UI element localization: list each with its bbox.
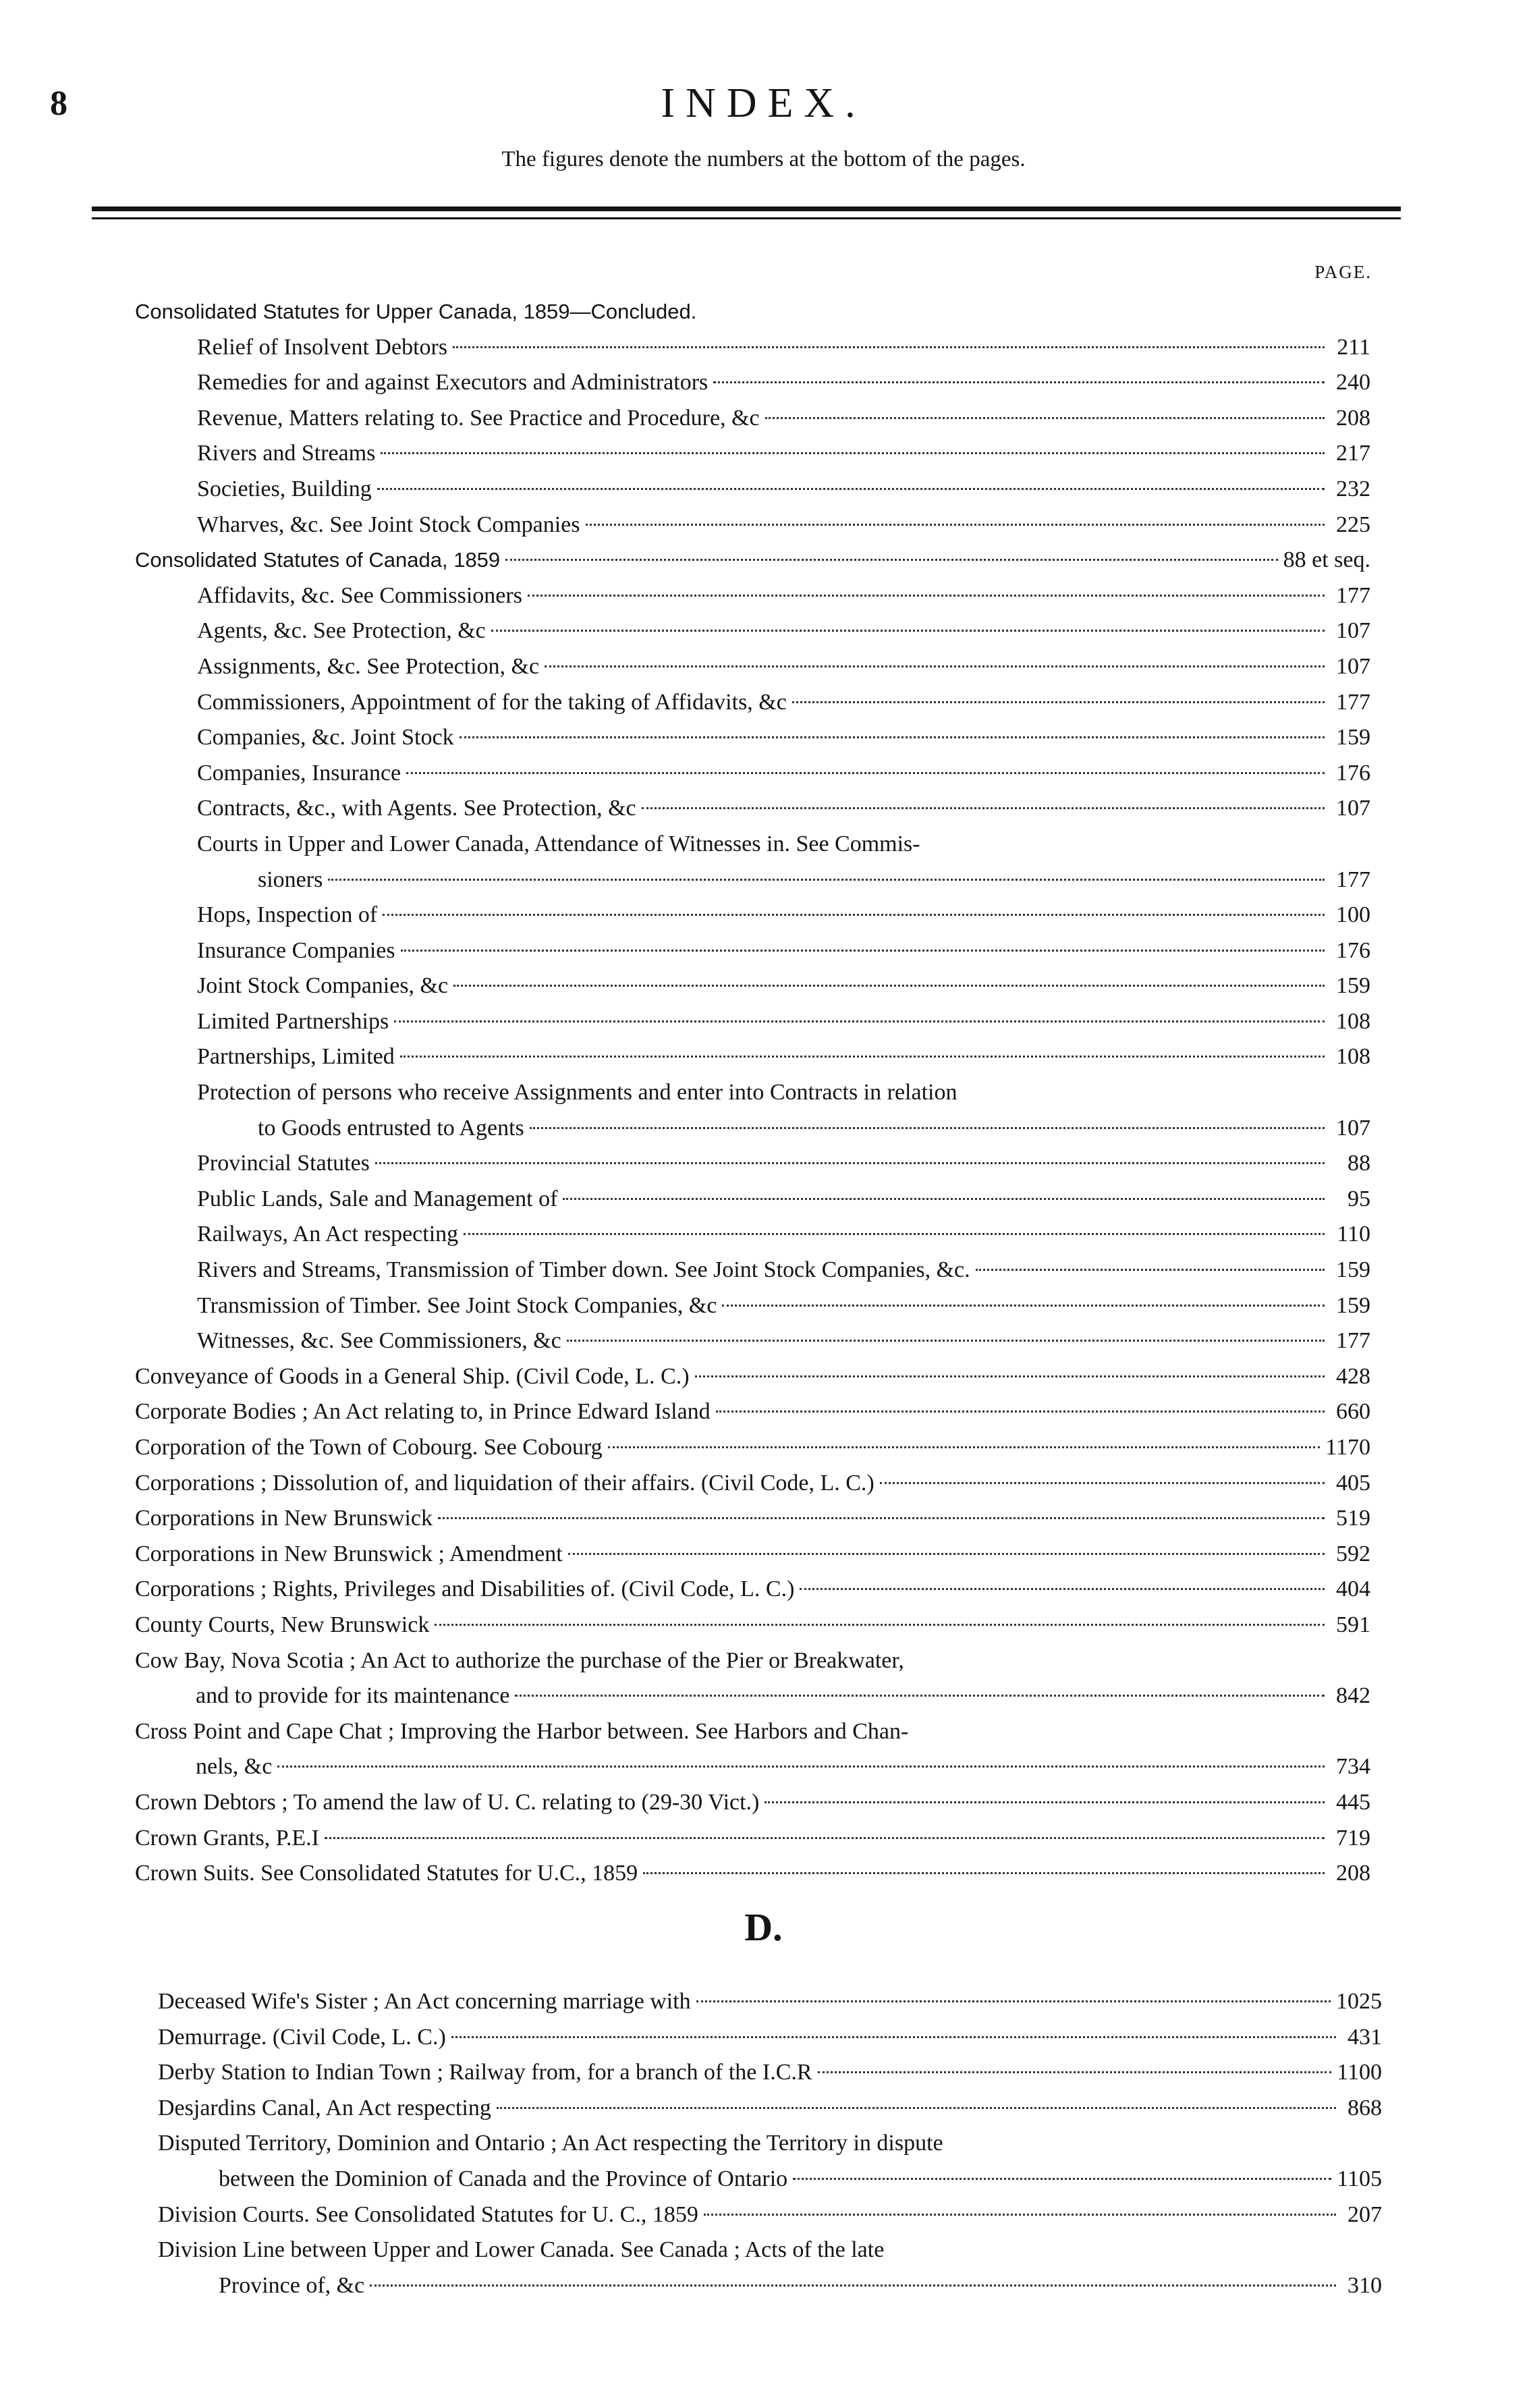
- entry-page: 217: [1336, 441, 1370, 466]
- page-column-header: PAGE.: [1314, 262, 1372, 282]
- index-entry: [135, 1821, 1370, 1857]
- index-entries-d: [0, 1984, 1527, 2303]
- entry-text: Commissioners, Appointment of for the taking of Affidavits, &c: [197, 689, 787, 715]
- entry-text: Rivers and Streams, Transmission of Timber down. See Joint Stock Companies, &c.: [197, 1257, 970, 1283]
- index-entry: [135, 1537, 1370, 1572]
- entry-text: Protection of persons who receive Assignments and enter into Contracts in relation: [197, 1080, 957, 1105]
- dot-leader: [377, 488, 1325, 490]
- dot-leader: [530, 1127, 1325, 1129]
- index-entry: [158, 2233, 1382, 2303]
- header-rule-thick: [92, 207, 1401, 211]
- index-entry: [197, 827, 1370, 898]
- entry-page: 207: [1348, 2201, 1382, 2227]
- dot-leader: [400, 1056, 1325, 1058]
- index-entry: [197, 472, 1370, 508]
- entry-text: Wharves, &c. See Joint Stock Companies: [197, 512, 580, 537]
- index-entry: [135, 294, 1370, 330]
- dot-leader: [976, 1269, 1325, 1271]
- entry-page: 110: [1337, 1222, 1370, 1247]
- index-entry: [135, 1501, 1370, 1537]
- index-entry: [197, 720, 1370, 756]
- index-entry: [197, 1288, 1370, 1324]
- index-entry: [135, 1643, 1370, 1714]
- entry-text: Crown Debtors ; To amend the law of U. C. relating to (29-30 Vict.): [135, 1789, 760, 1815]
- entry-text: Companies, &c. Joint Stock: [197, 725, 454, 750]
- dot-leader: [696, 2000, 1331, 2002]
- index-entry: [197, 1004, 1370, 1040]
- entry-text: Derby Station to Indian Town ; Railway from, for a branch of the I.C.R: [158, 2060, 812, 2085]
- entry-text: Crown Grants, P.E.I: [135, 1825, 319, 1851]
- entry-text: Partnerships, Limited: [197, 1044, 395, 1070]
- section-letter: D.: [744, 1905, 783, 1949]
- index-entry: [197, 1146, 1370, 1182]
- dot-leader: [460, 736, 1325, 738]
- entry-text: Disputed Territory, Dominion and Ontario ; An Act respecting the Territory in dispute: [158, 2131, 943, 2156]
- dot-leader: [586, 524, 1325, 526]
- dot-leader: [370, 2284, 1336, 2287]
- dot-leader: [713, 381, 1325, 383]
- entry-text: Corporations in New Brunswick ; Amendment: [135, 1541, 563, 1566]
- dot-leader: [438, 1517, 1325, 1519]
- dot-leader: [704, 2214, 1336, 2216]
- entry-text: Cross Point and Cape Chat ; Improving the Harbor between. See Harbors and Chan-: [135, 1718, 909, 1744]
- entry-page: 88 et seq.: [1283, 547, 1370, 573]
- entry-page: 108: [1336, 1008, 1370, 1034]
- entry-text: Remedies for and against Executors and Administrators: [197, 370, 709, 395]
- index-entry: [197, 613, 1370, 649]
- entry-text: Companies, Insurance: [197, 760, 401, 786]
- dot-leader: [567, 1340, 1325, 1342]
- entry-text: Consolidated Statutes of Canada, 1859: [135, 548, 501, 572]
- entry-page: 159: [1336, 973, 1370, 999]
- entry-page: 159: [1336, 1257, 1370, 1283]
- entry-page: 431: [1348, 2024, 1382, 2050]
- entry-page: 177: [1336, 867, 1370, 892]
- entry-text: Division Line between Upper and Lower Canada. See Canada ; Acts of the late: [158, 2237, 885, 2263]
- index-entry: [135, 1466, 1370, 1502]
- entry-text: Relief of Insolvent Debtors: [197, 334, 448, 360]
- entry-text: Corporation of the Town of Cobourg. See Cobourg: [135, 1435, 603, 1460]
- dot-leader: [453, 985, 1325, 987]
- entry-text: Desjardins Canal, An Act respecting: [158, 2095, 491, 2120]
- entry-text-continued: to Goods entrusted to Agents: [258, 1115, 524, 1141]
- entry-page: 404: [1336, 1577, 1370, 1602]
- index-entries-c: [0, 294, 1527, 1892]
- entry-page: 107: [1336, 653, 1370, 679]
- page-title: INDEX.: [661, 80, 866, 126]
- dot-leader: [642, 807, 1325, 809]
- index-entry: [135, 1394, 1370, 1430]
- entry-page: 660: [1336, 1399, 1370, 1425]
- index-entry: [158, 2126, 1382, 2197]
- entry-page: 177: [1336, 689, 1370, 715]
- entry-page: 1100: [1337, 2060, 1382, 2085]
- dot-leader: [381, 452, 1325, 454]
- index-entry: [158, 1984, 1382, 2020]
- dot-leader: [528, 595, 1325, 597]
- entry-text: Limited Partnerships: [197, 1008, 389, 1034]
- entry-text: Provincial Statutes: [197, 1151, 370, 1176]
- header-rule-thin: [92, 217, 1401, 219]
- entry-page: 95: [1348, 1186, 1370, 1211]
- index-entry: [197, 401, 1370, 437]
- index-entry: [135, 1714, 1370, 1785]
- index-entry: [197, 1253, 1370, 1288]
- entry-page: 225: [1336, 512, 1370, 537]
- index-entry: [197, 791, 1370, 827]
- entry-page: 208: [1336, 1861, 1370, 1886]
- index-entry: [135, 1608, 1370, 1643]
- entry-text: Consolidated Statutes for Upper Canada, 1859—Concluded.: [135, 300, 697, 323]
- entry-page: 240: [1336, 370, 1370, 395]
- entry-text: Public Lands, Sale and Management of: [197, 1186, 558, 1211]
- dot-leader: [464, 1233, 1325, 1235]
- index-entry: [135, 1430, 1370, 1466]
- entry-page: 842: [1336, 1683, 1370, 1709]
- dot-leader: [880, 1482, 1325, 1484]
- entry-text: Division Courts. See Consolidated Statutes for U. C., 1859: [158, 2201, 698, 2227]
- entry-page: 868: [1348, 2095, 1382, 2120]
- entry-page: 719: [1336, 1825, 1370, 1851]
- index-entry: [135, 1572, 1370, 1608]
- index-entry: [197, 436, 1370, 472]
- entry-page: 107: [1336, 796, 1370, 821]
- dot-leader: [716, 1411, 1325, 1413]
- dot-leader: [695, 1375, 1325, 1377]
- entry-text: Affidavits, &c. See Commissioners: [197, 582, 522, 608]
- index-entry: [197, 1217, 1370, 1253]
- dot-leader: [394, 1020, 1325, 1022]
- dot-leader: [435, 1624, 1325, 1626]
- entry-text-continued: sioners: [258, 867, 323, 892]
- entry-page: 734: [1336, 1754, 1370, 1780]
- entry-text: Railways, An Act respecting: [197, 1222, 459, 1247]
- index-entry: [197, 1039, 1370, 1075]
- entry-text: Cow Bay, Nova Scotia ; An Act to authorize the purchase of the Pier or Breakwater,: [135, 1647, 904, 1673]
- entry-page: 1025: [1336, 1989, 1382, 2014]
- entry-page: 405: [1336, 1470, 1370, 1496]
- entry-page: 176: [1336, 937, 1370, 963]
- entry-text: Deceased Wife's Sister ; An Act concerning marriage with: [158, 1989, 691, 2014]
- dot-leader: [818, 2071, 1332, 2073]
- entry-text: Agents, &c. See Protection, &c: [197, 618, 486, 644]
- dot-leader: [451, 2036, 1336, 2038]
- entry-text: Revenue, Matters relating to. See Practice and Procedure, &c: [197, 405, 760, 431]
- entry-page: 159: [1336, 1292, 1370, 1318]
- entry-text: Corporate Bodies ; An Act relating to, in Prince Edward Island: [135, 1399, 711, 1425]
- entry-page: 107: [1336, 618, 1370, 644]
- dot-leader: [765, 1801, 1325, 1803]
- index-entry: [197, 1075, 1370, 1146]
- entry-page: 310: [1348, 2272, 1382, 2298]
- entry-text: Courts in Upper and Lower Canada, Attendance of Witnesses in. See Commis-: [197, 831, 920, 856]
- index-entry: [197, 933, 1370, 969]
- entry-text: Witnesses, &c. See Commissioners, &c: [197, 1328, 561, 1354]
- entry-text-continued: Province of, &c: [219, 2272, 365, 2298]
- index-entry: [197, 578, 1370, 614]
- entry-text: Societies, Building: [197, 476, 372, 501]
- entry-text: Joint Stock Companies, &c: [197, 973, 449, 999]
- index-entry: [197, 898, 1370, 933]
- entry-text: Contracts, &c., with Agents. See Protection, &c: [197, 796, 636, 821]
- dot-leader: [793, 2178, 1331, 2180]
- index-entry: [197, 968, 1370, 1004]
- index-entry: [197, 1323, 1370, 1359]
- entry-text: Assignments, &c. See Protection, &c: [197, 653, 540, 679]
- entry-text: Corporations ; Rights, Privileges and Disabilities of. (Civil Code, L. C.): [135, 1577, 795, 1602]
- index-entry: [197, 756, 1370, 792]
- entry-page: 208: [1336, 405, 1370, 431]
- entry-page: 232: [1336, 476, 1370, 501]
- entry-text: County Courts, New Brunswick: [135, 1612, 430, 1637]
- index-entry: [135, 1856, 1370, 1892]
- entry-text: Conveyance of Goods in a General Ship. (Civil Code, L. C.): [135, 1363, 690, 1389]
- dot-leader: [722, 1305, 1325, 1307]
- entry-page: 176: [1336, 760, 1370, 786]
- dot-leader: [792, 701, 1325, 703]
- entry-page: 108: [1336, 1044, 1370, 1070]
- entry-text: Rivers and Streams: [197, 441, 376, 466]
- entry-text-continued: and to provide for its maintenance: [196, 1683, 510, 1709]
- dot-leader: [643, 1872, 1325, 1874]
- entry-text: Crown Suits. See Consolidated Statutes for U.C., 1859: [135, 1861, 638, 1886]
- entry-text: Hops, Inspection of: [197, 902, 378, 928]
- entry-page: 107: [1336, 1115, 1370, 1141]
- index-entry: [197, 508, 1370, 543]
- entry-page: 88: [1348, 1151, 1370, 1176]
- index-entry: [158, 2055, 1382, 2091]
- page-number: 8: [50, 84, 67, 123]
- index-entry: [197, 1182, 1370, 1217]
- dot-leader: [505, 559, 1277, 561]
- dot-leader: [800, 1588, 1325, 1590]
- entry-page: 428: [1336, 1363, 1370, 1389]
- dot-leader: [563, 1198, 1325, 1200]
- dot-leader: [453, 346, 1325, 348]
- index-entry: [135, 543, 1370, 578]
- dot-leader: [401, 950, 1325, 952]
- dot-leader: [608, 1446, 1321, 1448]
- dot-leader: [277, 1766, 1325, 1768]
- dot-leader: [515, 1695, 1325, 1697]
- entry-text: Transmission of Timber. See Joint Stock Companies, &c: [197, 1292, 717, 1318]
- page-subtitle: The figures denote the numbers at the bottom of the pages.: [501, 147, 1026, 171]
- index-entry: [158, 2197, 1382, 2233]
- entry-text-continued: nels, &c: [196, 1754, 273, 1780]
- index-entry: [158, 2091, 1382, 2127]
- index-entry: [135, 1359, 1370, 1395]
- dot-leader: [325, 1837, 1325, 1839]
- entry-text: Insurance Companies: [197, 937, 395, 963]
- entry-text: Corporations ; Dissolution of, and liquidation of their affairs. (Civil Code, L. C.): [135, 1470, 874, 1496]
- dot-leader: [765, 417, 1325, 419]
- entry-page: 177: [1336, 582, 1370, 608]
- dot-leader: [545, 665, 1325, 667]
- dot-leader: [406, 772, 1325, 774]
- dot-leader: [568, 1553, 1325, 1555]
- entry-text-continued: between the Dominion of Canada and the Province of Ontario: [219, 2166, 788, 2191]
- entry-page: 211: [1337, 334, 1370, 360]
- dot-leader: [383, 914, 1325, 916]
- entry-page: 177: [1336, 1328, 1370, 1354]
- dot-leader: [328, 879, 1325, 881]
- dot-leader: [375, 1162, 1325, 1164]
- entry-text: Corporations in New Brunswick: [135, 1506, 433, 1531]
- index-entry: [197, 365, 1370, 401]
- dot-leader: [491, 630, 1325, 632]
- index-entry: [135, 1785, 1370, 1821]
- entry-text: Demurrage. (Civil Code, L. C.): [158, 2024, 446, 2050]
- entry-page: 445: [1336, 1789, 1370, 1815]
- entry-page: 519: [1336, 1506, 1370, 1531]
- index-entry: [158, 2020, 1382, 2056]
- index-entry: [197, 685, 1370, 721]
- entry-page: 591: [1336, 1612, 1370, 1637]
- entry-page: 100: [1336, 902, 1370, 928]
- entry-page: 1105: [1337, 2166, 1382, 2191]
- index-entry: [197, 649, 1370, 685]
- entry-page: 592: [1336, 1541, 1370, 1566]
- entry-page: 159: [1336, 725, 1370, 750]
- index-entry: [197, 330, 1370, 366]
- dot-leader: [497, 2107, 1336, 2109]
- entry-page: 1170: [1325, 1435, 1370, 1460]
